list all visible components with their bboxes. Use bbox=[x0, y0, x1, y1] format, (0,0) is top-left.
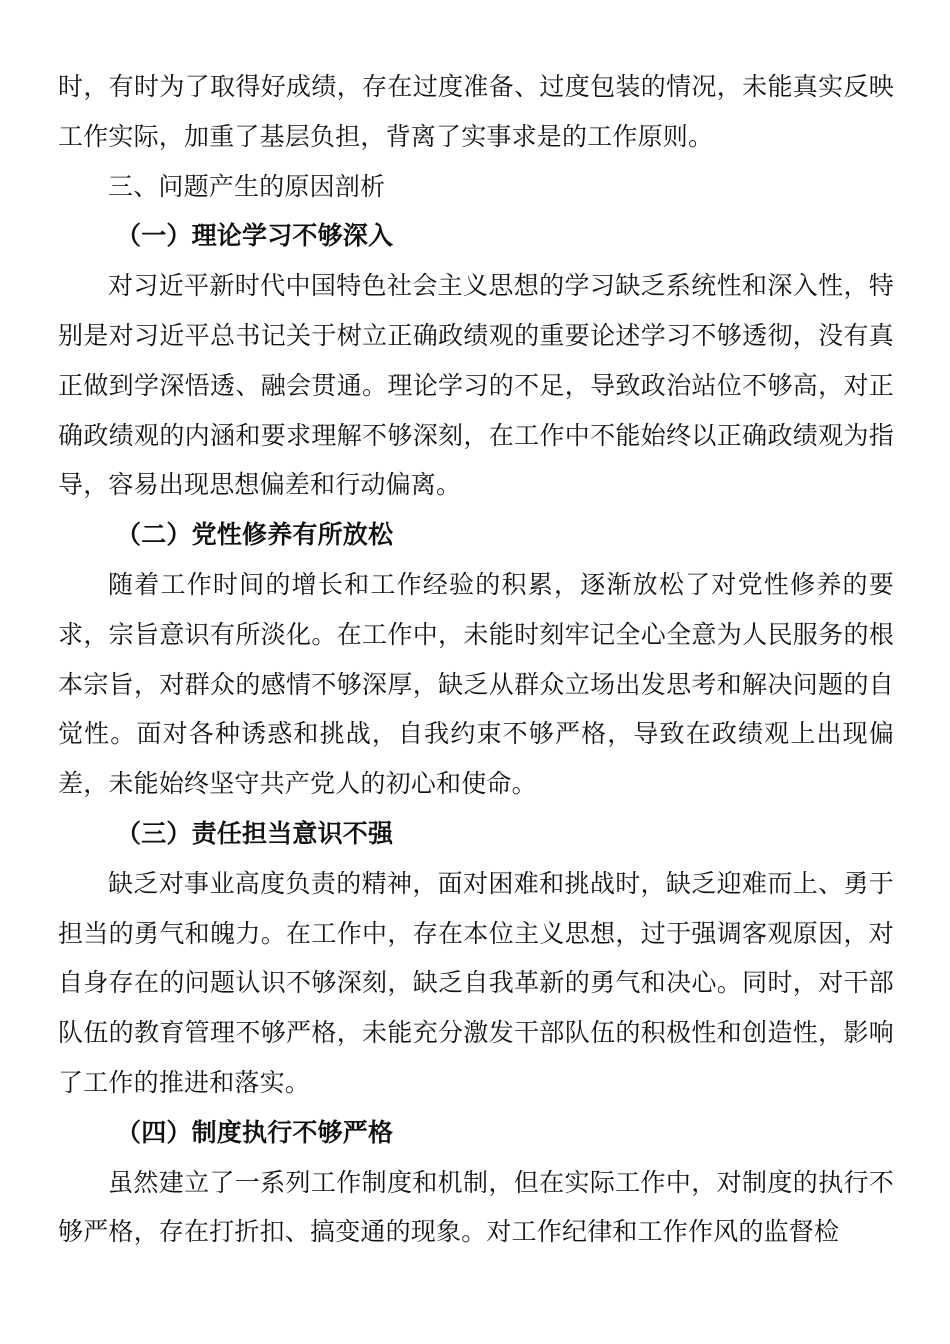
paragraph-party-spirit: 随着工作时间的增长和工作经验的积累，逐渐放松了对党性修养的要求，宗旨意识有所淡化。在工作中，未能时刻牢记全心全意为人民服务的根本宗旨，对群众的感情不够深厚，缺乏从群众立场出发思考和解决问题的自觉性。面对各种诱惑和挑战，自我约束不够严格，导致在政绩观上出现偏差，未能始终坚守共产党人的初心和使命。 bbox=[58, 569, 894, 799]
section-title-cause-analysis: 三、问题产生的原因剖析 bbox=[108, 171, 386, 201]
paragraph-system-execution: 虽然建立了一系列工作制度和机制，但在实际工作中，对制度的执行不够严格，存在打折扣、搞变通的现象。对工作纪律和工作作风的监督检 bbox=[58, 1167, 894, 1247]
subheading-theory-study: （一）理论学习不够深入 bbox=[116, 221, 394, 251]
paragraph-responsibility: 缺乏对事业高度负责的精神，面对困难和挑战时，缺乏迎难而上、勇于担当的勇气和魄力。在工作中，存在本位主义思想，过于强调客观原因，对自身存在的问题认识不够深刻，缺乏自我革新的勇气和决心。同时，对干部队伍的教育管理不够严格，未能充分激发干部队伍的积极性和创造性，影响了工作的推进和落实。 bbox=[58, 868, 894, 1097]
paragraph-continuation: 时，有时为了取得好成绩，存在过度准备、过度包装的情况，未能真实反映工作实际，加重了基层负担，背离了实事求是的工作原则。 bbox=[58, 72, 894, 151]
paragraph-theory-study: 对习近平新时代中国特色社会主义思想的学习缺乏系统性和深入性，特别是对习近平总书记关于树立正确政绩观的重要论述学习不够透彻，没有真正做到学深悟透、融会贯通。理论学习的不足，导致政治站位不够高，对正确政绩观的内涵和要求理解不够深刻，在工作中不能始终以正确政绩观为指导，容易出现思想偏差和行动偏离。 bbox=[58, 271, 894, 500]
document-page bbox=[58, 62, 894, 1257]
subheading-party-spirit: （二）党性修养有所放松 bbox=[116, 520, 394, 550]
subheading-system-execution: （四）制度执行不够严格 bbox=[116, 1117, 394, 1147]
subheading-responsibility: （三）责任担当意识不强 bbox=[116, 818, 394, 848]
